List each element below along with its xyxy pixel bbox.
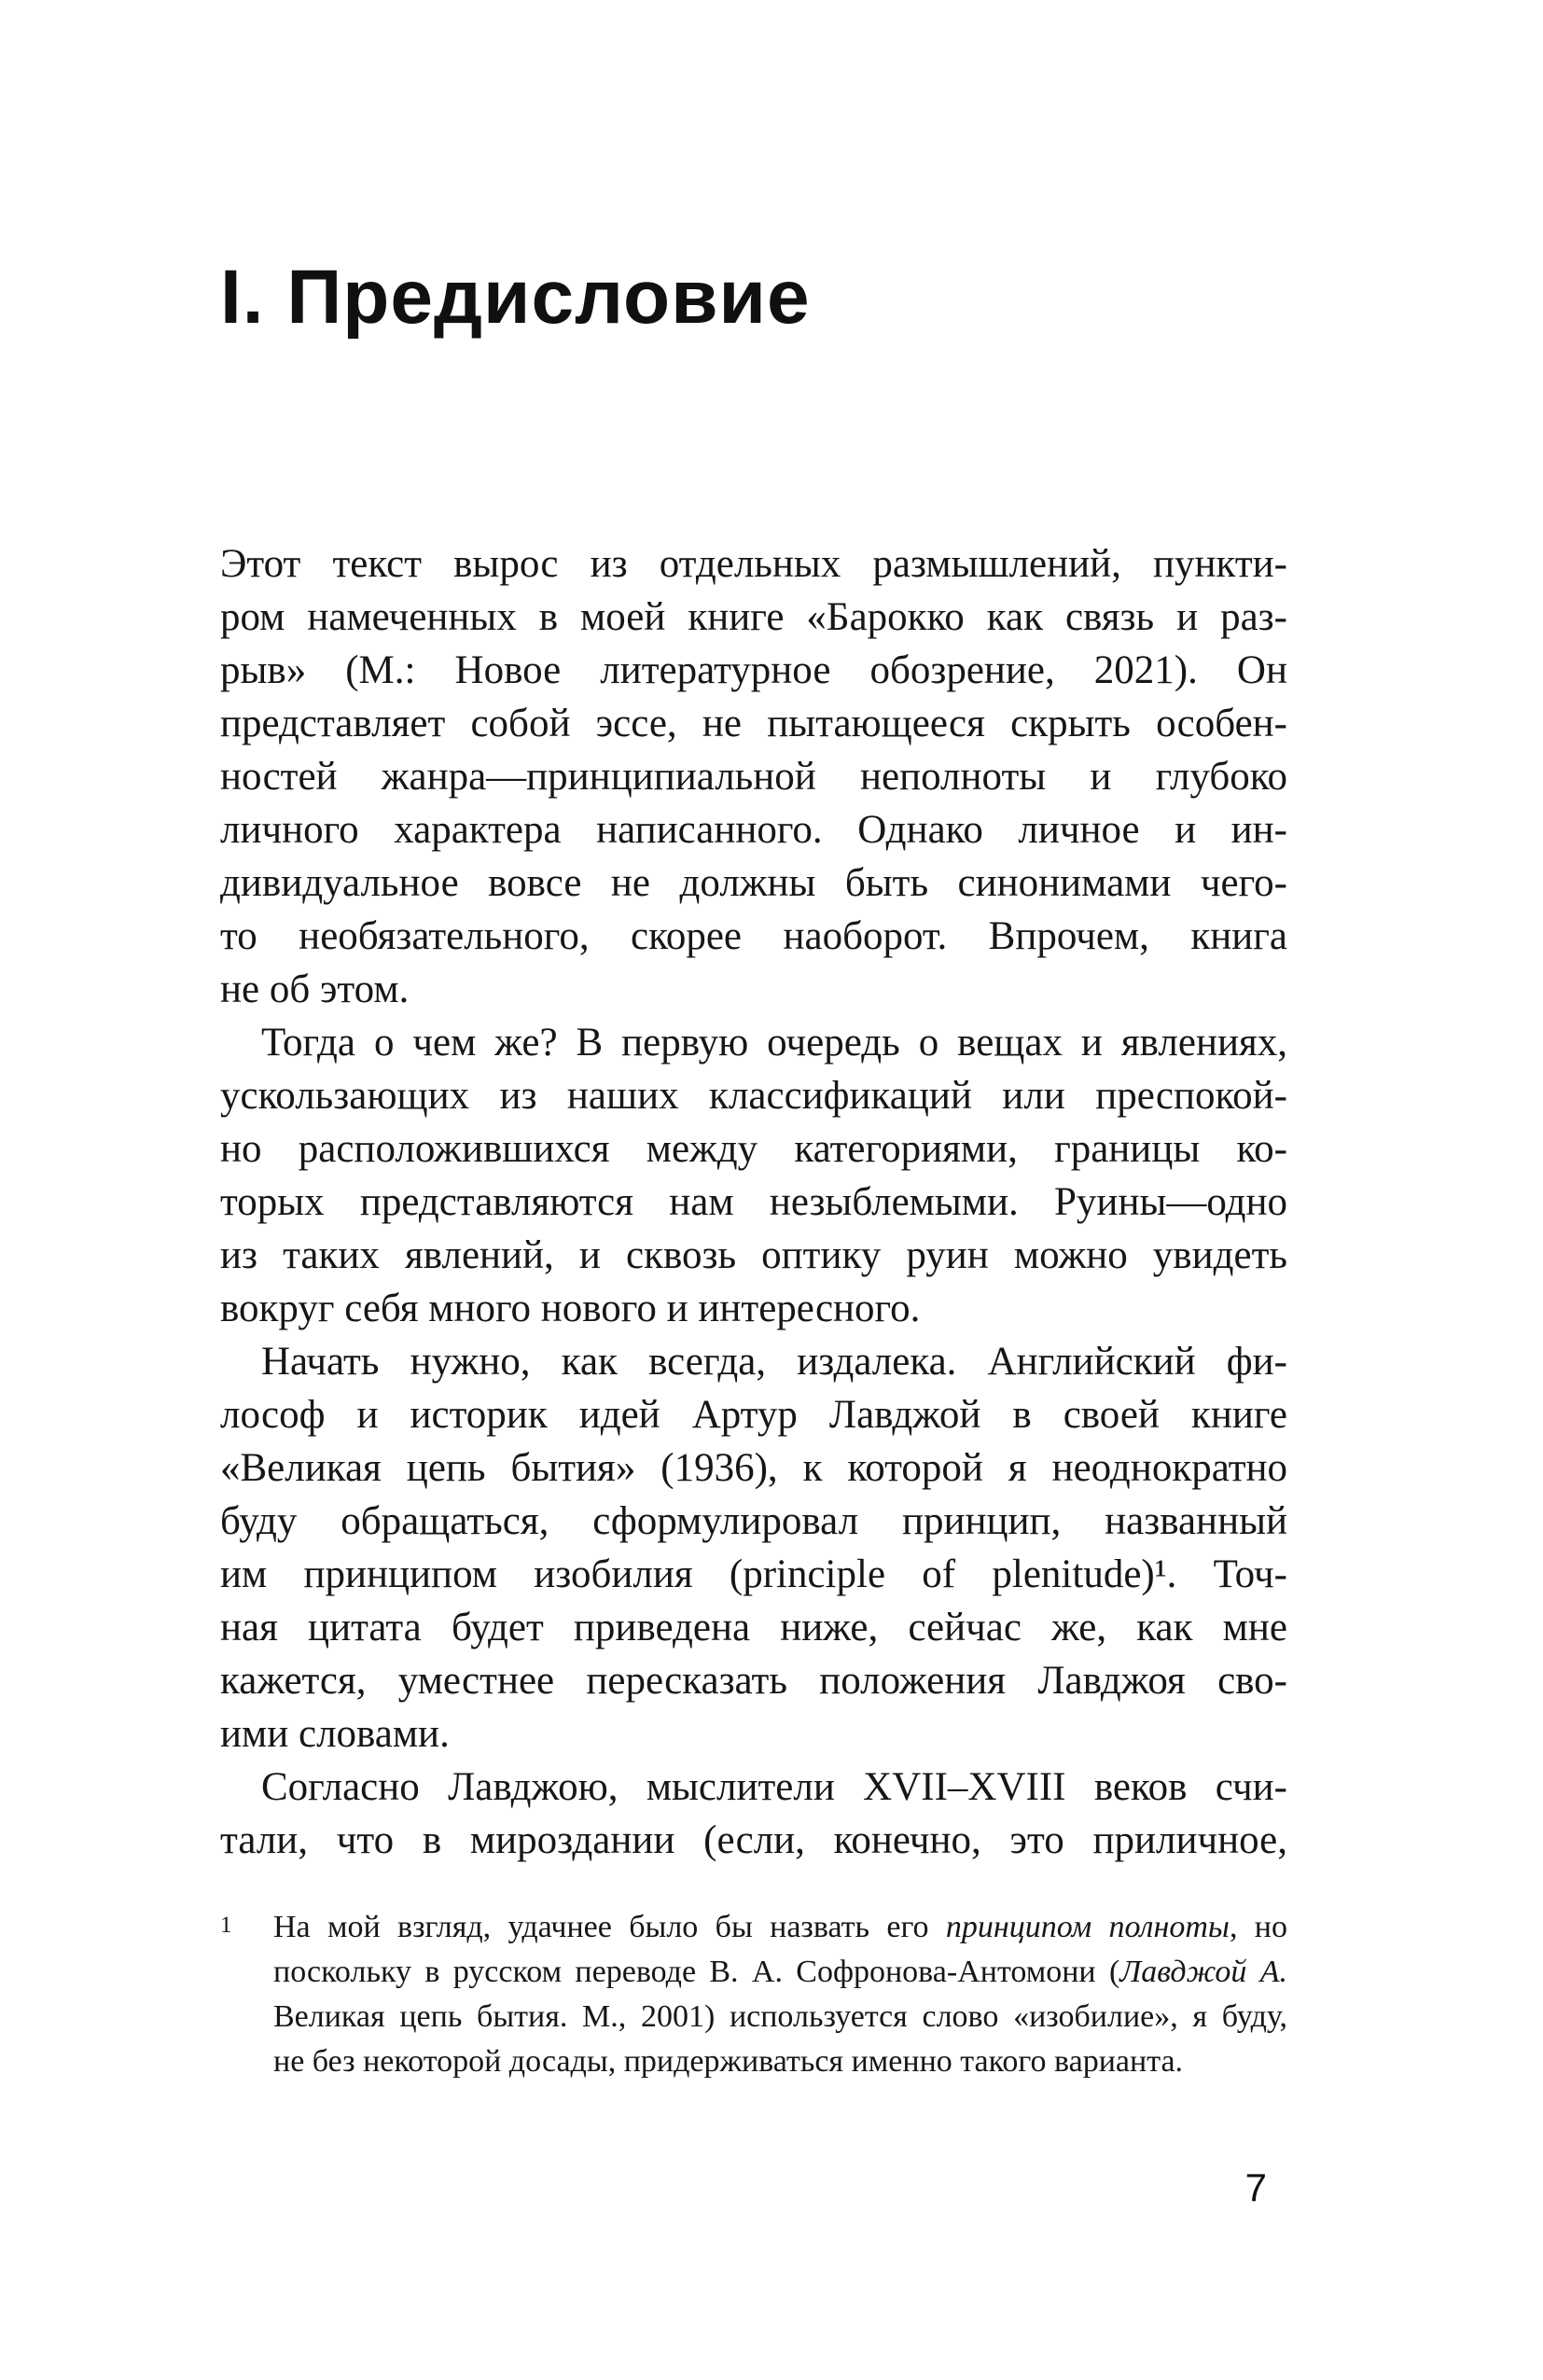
chapter-title: I. Предисловие [220, 255, 811, 340]
page-number: 7 [1244, 2165, 1267, 2209]
footnote-line [273, 2039, 1287, 2084]
text-line: дивидуальное вовсе не должны быть синонимами чего- [220, 861, 1287, 905]
text-line: ими словами. [220, 1712, 450, 1756]
text-line: им принципом изобилия (principle of plenitude)¹. Точ- [220, 1552, 1287, 1596]
footnote [220, 1905, 1287, 2084]
text-line: представляет собой эссе, не пытающееся скрыть особен- [220, 702, 1287, 745]
text-line: вокруг себя много нового и интересного. [220, 1287, 921, 1330]
text-line: но расположившихся между категориями, границы ко- [220, 1127, 1287, 1171]
text-line: буду обращаться, сформулировал принцип, названный [220, 1499, 1287, 1543]
footnote-segment: На мой взгляд, удачнее было бы назвать его [273, 1910, 946, 1944]
text-line: Этот текст вырос из отдельных размышлений, пункти- [220, 542, 1287, 586]
footnote-line [273, 1950, 1287, 1995]
footnote-segment: не без некоторой досады, придерживаться именно такого варианта. [273, 2044, 1184, 2079]
paragraph [220, 1335, 1287, 1761]
body-text [220, 537, 1287, 1867]
text-line: кажется, уместнее пересказать положения Лавджоя сво- [220, 1659, 1287, 1703]
paragraph [220, 1016, 1287, 1335]
footnote-line [273, 1905, 1287, 1950]
text-line: рыв» (М.: Новое литературное обозрение, 2021). Он [220, 648, 1287, 692]
text-line: ускользающих из наших классификаций или преспокой- [220, 1074, 1287, 1118]
text-line: личного характера написанного. Однако личное и ин- [220, 808, 1287, 852]
italic-text: Лавджой А. [1119, 1955, 1287, 1989]
footnote-segment: , но [1229, 1910, 1287, 1944]
text-line: торых представляются нам незыблемыми. Руины—одно [220, 1180, 1287, 1224]
text-line: ностей жанра—принципиальной неполноты и глубоко [220, 755, 1287, 799]
text-line: ром намеченных в моей книге «Барокко как связь и раз- [220, 595, 1287, 639]
footnote-text [273, 1905, 1287, 2084]
text-line: Тогда о чем же? В первую очередь о вещах и явлениях, [261, 1021, 1287, 1065]
text-line: ная цитата будет приведена ниже, сейчас же, как мне [220, 1606, 1287, 1649]
text-line: тали, что в мироздании (если, конечно, это приличное, [220, 1818, 1287, 1862]
text-line: Начать нужно, как всегда, издалека. Английский фи- [261, 1340, 1287, 1384]
paragraph [220, 1761, 1287, 1867]
italic-text: принципом полноты [945, 1910, 1230, 1944]
text-line: то необязательного, скорее наоборот. Впрочем, книга [220, 914, 1287, 958]
text-line: «Великая цепь бытия» (1936), к которой я неоднократно [220, 1446, 1287, 1490]
paragraph [220, 537, 1287, 1016]
text-line: лософ и историк идей Артур Лавджой в своей книге [220, 1393, 1287, 1437]
text-line: из таких явлений, и сквозь оптику руин можно увидеть [220, 1233, 1287, 1277]
footnote-marker: 1 [220, 1913, 232, 1938]
text-line: Согласно Лавджою, мыслители XVII–XVIII веков счи- [261, 1765, 1287, 1809]
footnote-segment: Великая цепь бытия. М., 2001) используется слово «изобилие», я буду, [273, 1999, 1287, 2034]
footnote-segment: поскольку в русском переводе В. А. Софронова-Антомони ( [273, 1955, 1120, 1989]
text-line: не об этом. [220, 967, 410, 1011]
footnote-line [273, 1995, 1287, 2039]
